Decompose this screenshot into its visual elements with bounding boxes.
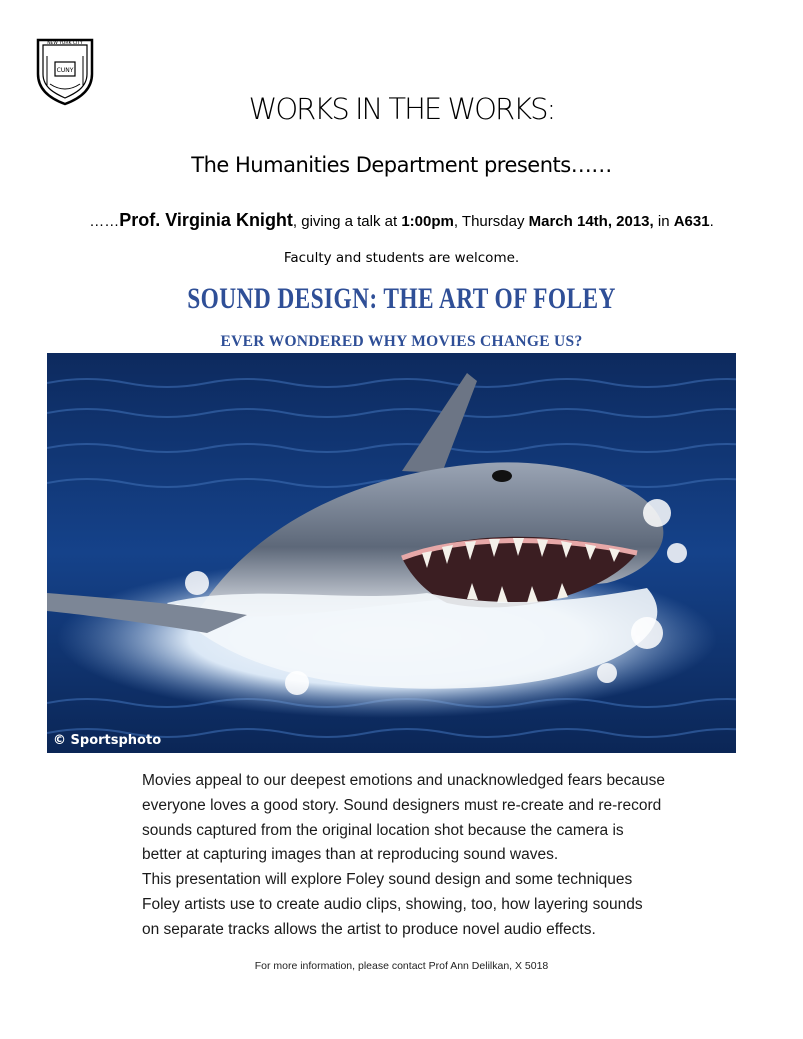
contact-info: For more information, please contact Prof Ann Delilkan, X 5018: [254, 960, 549, 972]
event-subtitle: EVER WONDERED WHY MOVIES CHANGE US?: [220, 333, 583, 350]
talk-day: , Thursday: [453, 213, 529, 230]
photo-credit: © Sportsphoto: [53, 733, 162, 748]
talk-details: [0, 210, 803, 231]
description-line: sounds captured from the original location shot because the camera is: [142, 821, 624, 839]
seal-text-top: NEW YORK CITY: [47, 41, 83, 46]
description-line: Movies appeal to our deepest emotions and unacknowledged fears because: [142, 772, 666, 789]
talk-room: A631: [673, 213, 710, 230]
talk-lead: ……: [89, 213, 120, 230]
speaker-name: Prof. Virginia Knight: [119, 210, 293, 230]
department-presents: The Humanities Department presents……: [191, 153, 612, 177]
description-line: better at capturing images than at reproducing sound waves.: [142, 846, 559, 864]
welcome-note: Faculty and students are welcome.: [283, 250, 520, 266]
event-description: [142, 769, 702, 943]
description-line: on separate tracks allows the artist to produce novel audio effects.: [142, 920, 596, 938]
description-line: everyone loves a good story. Sound designers must re-create and re-record: [142, 796, 662, 814]
seal-text-center: CUNY: [56, 67, 74, 74]
description-line: Foley artists use to create audio clips, showing, too, how layering sounds: [142, 895, 643, 913]
talk-date: March 14th, 2013,: [528, 213, 654, 230]
description-line: This presentation will explore Foley sound design and some techniques: [142, 871, 633, 889]
talk-in: in: [653, 213, 674, 230]
page-title: WORKS IN THE WORKS:: [248, 92, 555, 126]
shark-photo: [47, 353, 736, 753]
talk-giving: , giving a talk at: [292, 213, 402, 230]
talk-time: 1:00pm: [401, 213, 454, 230]
talk-end: .: [709, 213, 714, 230]
event-title: SOUND DESIGN: THE ART OF FOLEY: [187, 282, 616, 315]
